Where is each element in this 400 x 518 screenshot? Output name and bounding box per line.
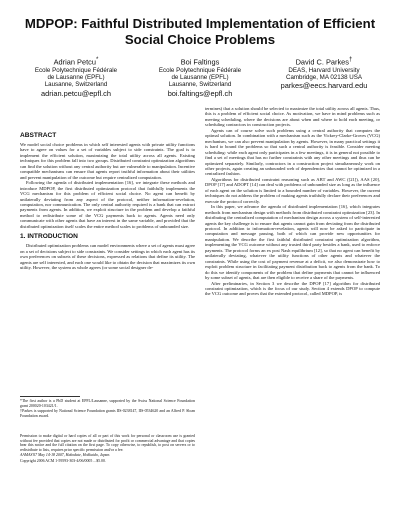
author-affiliation: Lausanne, Switzerland [168, 81, 232, 89]
permission-text: Permission to make digital or hard copies of all or part of this work for personal or classroom use is granted without fee provided that copies are not made or distributed for profit or commercial advantage and that copies bear this notice and the full citation on the first page. To copy otherwise, to republish, to post on servers or to redistribute to lists, requires prior specific permission and/or a fee. [20, 434, 195, 452]
author-email: parkes@eecs.harvard.edu [280, 81, 368, 91]
author-affiliation: DEAS, Harvard University [288, 67, 360, 75]
footnote-1: *The first author is a PhD student at EPFL/Lausanne, supported by the Swiss National Science Foundation grant 200020-103421/1. [20, 399, 195, 408]
body-paragraph: Algorithms for distributed constraint reasoning such as ABT and AWC ([21]), AAS [20], DPOP [17] and ADOPT [14] can deal with problems of unbounded size as long as the influence of each agent on the solution is limited to a bounded number of variables. However, the current techniques do not address the problem of making agents truthfully declare their preferences and execute the protocol correctly. [205, 176, 380, 204]
author-name: David C. Parkes [295, 57, 349, 67]
author-block [14, 56, 386, 98]
author-affiliation: de Lausanne (EPFL) [47, 74, 105, 82]
author-3 [262, 56, 386, 98]
author-email: adrian.petcu@epfl.ch [41, 88, 111, 98]
body-paragraph: Agents can of course solve such problems using a central authority that computes the optimal solution. In combination with a mechanism such as the Vickrey-Clarke-Groves (VCG) mechanism, we can also prevent manipulation by agents. However, in many practical settings it is hard to bound the problems so that such a central authority is feasible. Consider meeting scheduling: while each agent only participates in a few meetings, it is in general not possible to find a set of meetings that has no further constraints with any other meetings and thus can be optimized separately. Similarly, contractors in a construction project simultaneously work on other projects, again creating an unbounded web of dependencies that cannot be optimized in a centralized fashion. [205, 127, 380, 177]
paper-title: MDPOP: Faithful Distributed Implementation of Efficient Social Choice Problems [24, 16, 376, 47]
left-column [20, 128, 195, 271]
author-affiliation: Ecole Polytechnique Fédérale [158, 67, 242, 75]
footnote-rule [20, 396, 80, 397]
author-name: Adrian Petcu [53, 57, 96, 67]
author-email: boi.faltings@epfl.ch [167, 88, 233, 98]
footnotes [20, 399, 195, 419]
body-paragraph: termines) that a solution should be selected to maximize the total utility across all agents. Thus, this is a problem of efficient social choice. As motivation, we have in mind problems such as meeting scheduling, where the decisions are about when and where to hold each meeting, or scheduling contractors in construction projects. [205, 106, 380, 128]
intro-paragraph: Distributed optimization problems can model environments where a set of agents must agree on a set of decisions subject to side constraints. We consider settings in which each agent has its own preferences on subsets of these decisions, expressed as relations that define its utility. The agents are self interested, and each one would like to obtain the decision that maximizes its own utility. However, the system as whole agrees (or some social designer de- [20, 243, 195, 271]
author-name: Boi Faltings [180, 57, 220, 67]
abstract-paragraph: Following the agenda of distributed implementation [16], we integrate these methods and introduce MDPOP, the first distributed optimization protocol that faithfully implements the VCG mechanism for this problem of efficient social choice. No agent can benefit by unilaterally deviating from any aspect of the protocol, neither information-revelation, computation, nor communication. The only central authority required is a bank that can extract payments from agents. In addition, we exploit structure in the problem and develop a faithful method to redistribute some of the VCG payments back to agents. Agents need only communicate with other agents that have an interest in the same variable, and provided that the distributed optimization itself scales the entire method scales to problems of unbounded size. [20, 180, 195, 229]
section-heading-introduction: 1. INTRODUCTION [20, 233, 78, 241]
copyright-line: Copyright 2006 ACM 1-59593-303-4/06/0005 ...$5.00. [20, 458, 106, 463]
footnote-2: †Parkes is supported by National Science Foundation grants IIS-0238147, IIS-0534620 and an Alfred P. Sloan Foundation award. [20, 409, 195, 418]
author-mark: † [348, 56, 353, 63]
author-affiliation: Lausanne, Switzerland [44, 81, 108, 89]
right-column [205, 106, 380, 297]
body-paragraph: In this paper, we advance the agenda of distributed implementation [16], which integrates methods from mechanism design with methods from distributed constraint optimization [23]. In distributing the centralized computation of mechanism design across a system of self-interested agents the key challenge is to ensure that agents cannot gain from deviating from the distributed protocol. In addition to information-revelation, agents will now be asked to participate in computation and message passing, both of which can provide new opportunities for manipulation. We describe the first faithful distributed constraint optimization algorithm, implementing the VCG outcome without any trusted third party besides a bank, used to enforce payments. The protocol forms an ex post Nash equilibrium [12], so that no agent can benefit by unilaterally deviating, whatever the utility functions of other agents and whatever the constraints. While using the cost of payment revenue at a deficit, we also demonstrate how to exploit problem structure in facilitating payment distribution back to agents from the bank. To do this we identify components of the problem that define payments that cannot be influenced by some subset of agents, that are then eligible to receive a share of the payments. [205, 204, 380, 281]
permission-notice [20, 434, 195, 465]
author-mark: * [95, 56, 99, 63]
abstract-paragraph: We model social choice problems in which self interested agents with private utility functions have to agree on values for a set of variables subject to side constraints. The goal is to implement the efficient solution, maximizing the total utility across all agents. Existing techniques for this problem fall into two groups. Distributed constraint optimization algorithms can find the solution without any central authority but are vulnerable to manipulation. Incentive compatible mechanisms can ensure that agents report truthful information about their utilities and prevent manipulation of the outcome but require centralized computation. [20, 142, 195, 180]
venue-line: AAMAS'07 May 14-18 2007, Hakodate, Hokkaido, Japan. [20, 453, 111, 458]
author-affiliation: Ecole Polytechnique Fédérale [34, 67, 118, 75]
author-affiliation: de Lausanne (EPFL) [171, 74, 229, 82]
author-affiliation: Cambridge, MA 02138 USA [285, 74, 362, 82]
abstract-heading: ABSTRACT [20, 132, 57, 139]
author-2 [138, 56, 262, 98]
author-1 [14, 56, 138, 98]
body-paragraph: After preliminaries, in Section 3 we describe the DPOP [17] algorithm for distributed constraint optimization, which is the focus of our study. Section 4 extends DPOP to compute the VCG outcome and proves that the extended protocol, called MDPOP, is [205, 280, 380, 297]
